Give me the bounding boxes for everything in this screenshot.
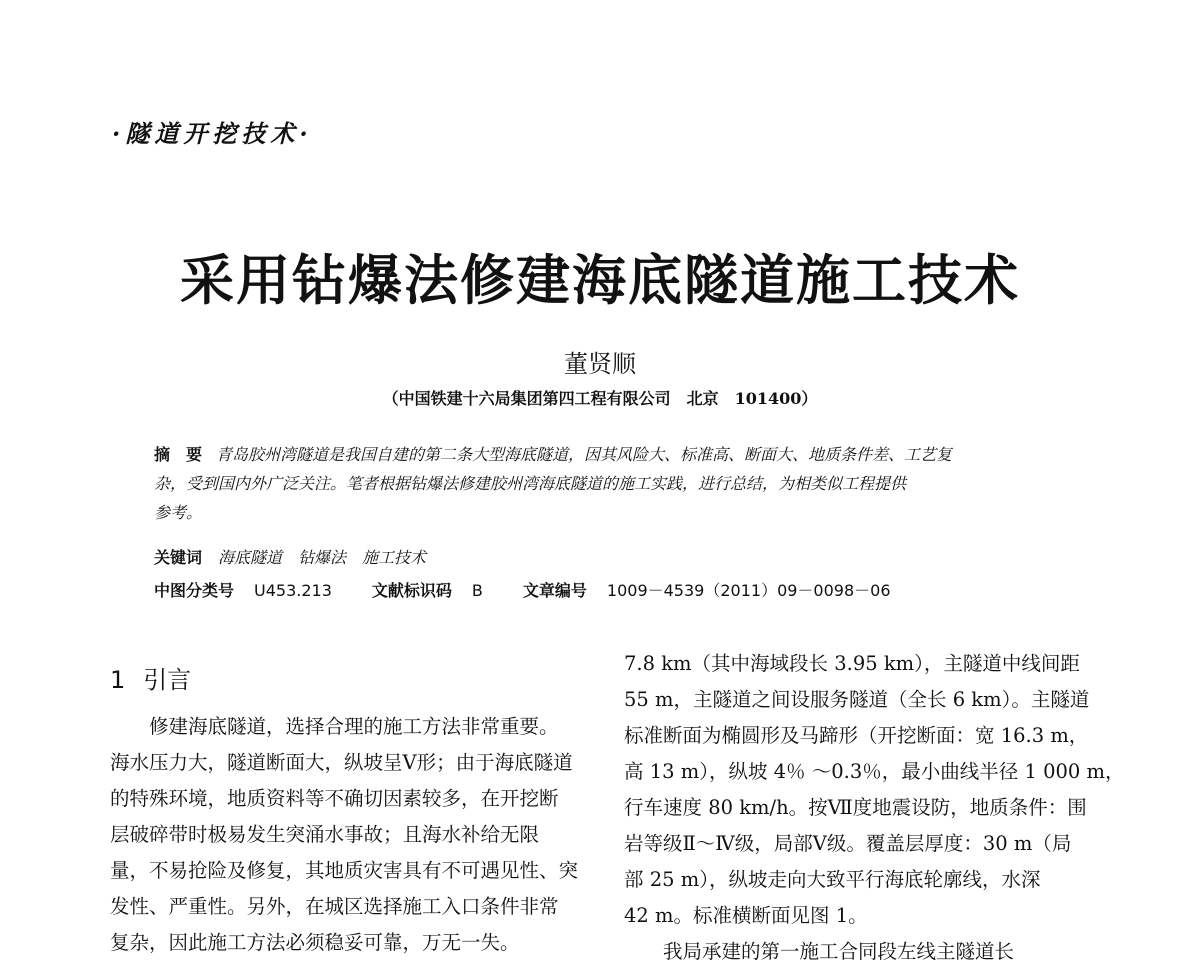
keywords bbox=[154, 545, 426, 568]
abstract-line: 杂，受到国内外广泛关注。笔者根据钻爆法修建胶州湾海底隧道的施工实践，进行总结，为相类似工程提供 bbox=[154, 474, 907, 493]
author-name: 董贤顺 bbox=[564, 350, 636, 378]
abstract-line: 参考。 bbox=[154, 503, 203, 522]
abstract-line: 青岛胶州湾隧道是我国自建的第二条大型海底隧道，因其风险大、标准高、断面大、地质条件差、工艺复 bbox=[216, 445, 953, 464]
paragraph-line: 高 13 m），纵坡 4％ ～0.3％，最小曲线半径 1 000 m， bbox=[624, 760, 1125, 783]
article-number-value: 1009－4539（2011）09－0098－06 bbox=[606, 581, 891, 600]
paragraph-line: 42 m。标准横断面见图 1。 bbox=[624, 904, 868, 927]
paragraph-line: 标准断面为椭圆形及马蹄形（开挖断面：宽 16.3 m， bbox=[624, 724, 1089, 747]
right-column bbox=[624, 646, 1125, 970]
article-title: 采用钻爆法修建海底隧道施工技术 bbox=[180, 249, 1020, 312]
doc-code-value: B bbox=[471, 581, 483, 600]
classification-line bbox=[154, 578, 931, 601]
section-heading bbox=[110, 660, 191, 695]
paragraph-line: 层破碎带时极易发生突涌水事故；且海水补给无限 bbox=[110, 823, 540, 846]
paragraph-line: 7.8 km（其中海域段长 3.95 km），主隧道中线间距 bbox=[624, 652, 1080, 675]
section-tag: ·隧道开挖技术· bbox=[112, 119, 313, 148]
paragraph-line: 岩等级Ⅱ～Ⅳ级，局部Ⅴ级。覆盖层厚度：30 m（局 bbox=[624, 832, 1072, 855]
keywords-value: 海底隧道 钻爆法 施工技术 bbox=[218, 548, 427, 567]
paragraph-line: 行车速度 80 km/h。按Ⅶ度地震设防，地质条件：围 bbox=[624, 796, 1087, 819]
paragraph-line: 复杂，因此施工方法必须稳妥可靠，万无一失。 bbox=[110, 931, 520, 954]
abstract bbox=[154, 440, 1054, 527]
paragraph-line: 的特殊环境，地质资料等不确切因素较多，在开挖断 bbox=[110, 787, 559, 810]
abstract-label: 摘 要 bbox=[154, 445, 203, 464]
paragraph-line: 修建海底隧道，选择合理的施工方法非常重要。 bbox=[110, 715, 559, 738]
paragraph-line: 55 m，主隧道之间设服务隧道（全长 6 km）。主隧道 bbox=[624, 688, 1090, 711]
author-affiliation: （中国铁建十六局集团第四工程有限公司 北京 101400） bbox=[382, 389, 818, 408]
paragraph-line: 发性、严重性。另外，在城区选择施工入口条件非常 bbox=[110, 895, 559, 918]
left-column bbox=[110, 709, 585, 961]
paragraph-line: 部 25 m），纵坡走向大致平行海底轮廓线，水深 bbox=[624, 868, 1041, 891]
article-number-label: 文章编号 bbox=[522, 581, 587, 600]
section-number: 1 bbox=[110, 666, 126, 694]
paragraph-line: 我局承建的第一施工合同段左线主隧道长 bbox=[624, 940, 1015, 963]
paragraph-line: 海水压力大，隧道断面大，纵坡呈Ⅴ形；由于海底隧道 bbox=[110, 751, 573, 774]
clc-value: U453.213 bbox=[254, 581, 332, 600]
clc-label: 中图分类号 bbox=[154, 581, 235, 600]
section-title: 引言 bbox=[143, 666, 192, 694]
keywords-label: 关键词 bbox=[154, 548, 203, 567]
doc-code-label: 文献标识码 bbox=[371, 581, 452, 600]
paragraph-line: 量，不易抢险及修复，其地质灾害具有不可遇见性、突 bbox=[110, 859, 579, 882]
